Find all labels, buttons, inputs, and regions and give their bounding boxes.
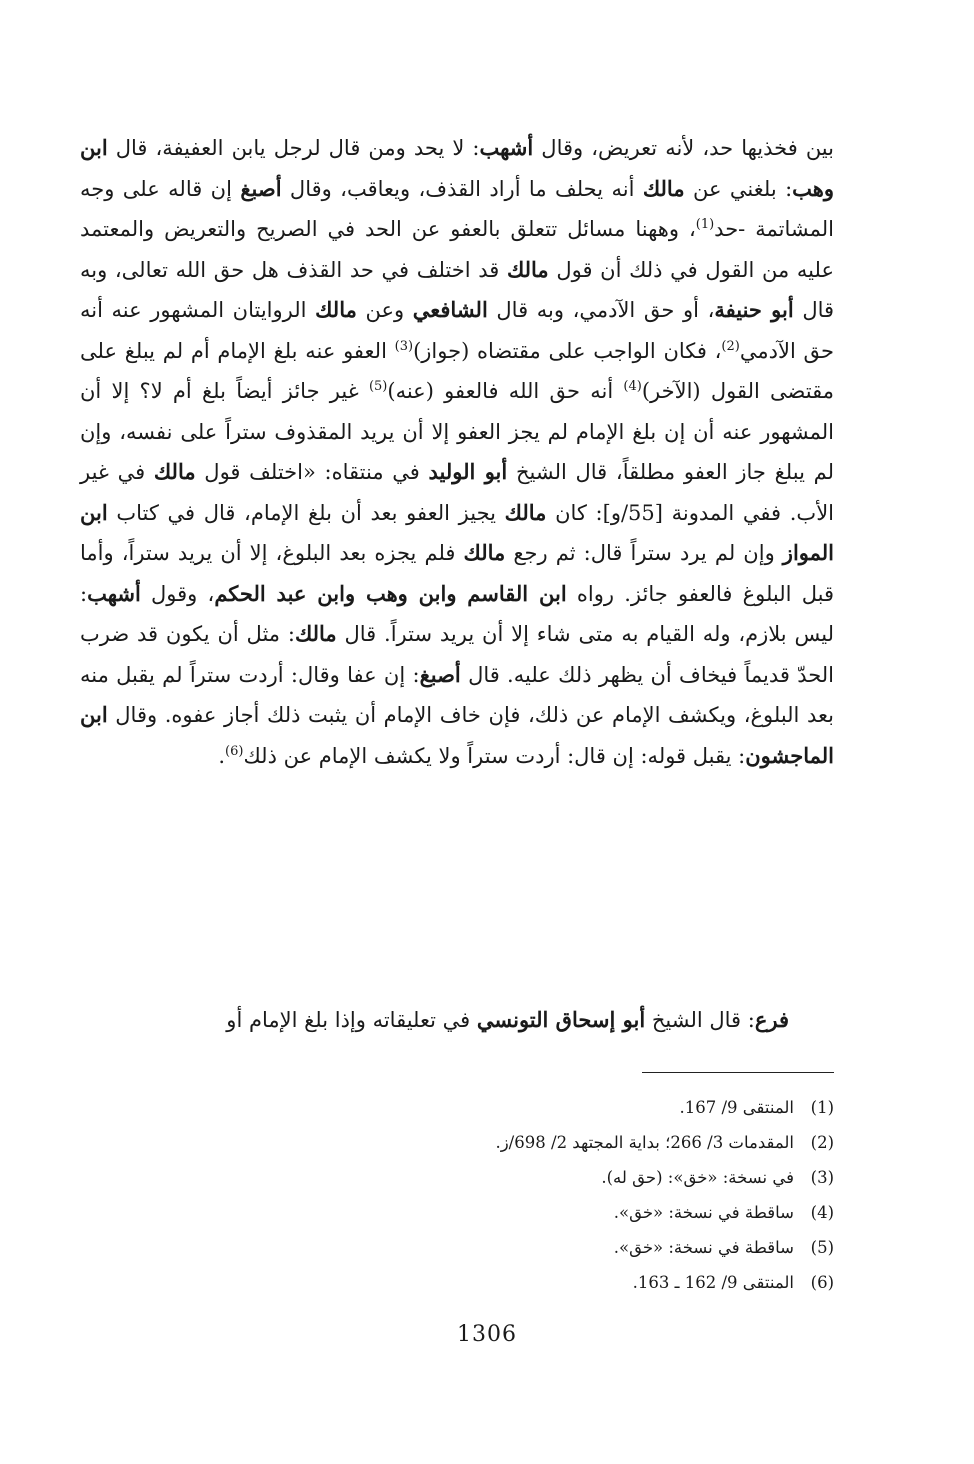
bold-name: ابن وهب [80,135,834,201]
footnote-number: (2) [810,1133,834,1152]
page-number: 1306 [457,1322,517,1347]
footnote-number: (5) [810,1238,834,1257]
bold-name: مالك [506,256,549,282]
footnote [114,1090,834,1125]
footnote-number: (3) [810,1168,834,1187]
text-run: قد اختلف في حد القذف هل حق الله تعالى، وبه قال [80,257,835,322]
text-run: : إن عفا وقال: أردت ستراً لم يقبل منه بعد البلوغ، ويكشف الإمام عن ذلك، فإن خاف الإمام أن يثبت ذلك أجاز عفوه. وقال [80,662,834,727]
bold-name: مالك [294,621,337,646]
footnote-text: ساقطة في نسخة: «خق». [613,1203,794,1222]
bold-name: أشهب [87,580,141,606]
bold-name: أصبغ [240,175,282,201]
text-run: : يقبل قوله: إن قال: أردت ستراً ولا يكشف الإمام عن ذلك [243,743,746,768]
bold-name: ابن الماجشون [80,702,834,768]
bold-name: مالك [315,297,357,322]
main-paragraph [80,128,834,776]
bold-name: الشافعي [412,297,488,322]
footnote-ref: (1) [695,217,715,232]
text-run: إن قاله على وجه المشاتمة -حد [80,176,834,241]
bold-name: مالك [642,175,685,201]
footnote [114,1125,834,1160]
text-run: غير جائز أيضاً بلغ أم لا؟ إلا أن المشهور عنه أن إن بلغ الإمام لم يجز العفو إلا أن يريد المقذوف ستراً على نفسه، وإن لم يبلغ جاز العفو مطلقاً، قال الشيخ [80,379,834,484]
text-run: ، وههنا مسائل تتعلق بالعفو عن الحد في الصريح والتعريض والمعتمد عليه من القول في ذلك أن قول [80,217,834,282]
footnote-text: المنتقى 9/ 162 ـ 163. [632,1273,794,1292]
text-run: : قال الشيخ [645,1008,755,1032]
bold-name: أبو الوليد [428,459,508,484]
bold-name: أبو إسحاق التونسي [476,1007,646,1032]
footnote-number: (1) [810,1098,834,1117]
footnote [114,1160,834,1195]
text-run: : مثل أن يكون قد ضرب الحدّ قديماً فيخاف أن يظهر ذلك عليه. قال [80,622,835,687]
text-run: بين فخذيها حد، لأنه تعريض، وقال [533,136,834,160]
branch-paragraph [80,1000,834,1040]
paragraph [80,128,834,776]
bold-name: مالك [153,459,196,484]
text-run: في غير الأب. ففي المدونة [55/و]: كان [80,460,835,525]
footnotes [114,1090,834,1300]
text-run: ، فكان الواجب على مقتضاه (جواز) [413,338,722,363]
footnote-separator [642,1072,834,1073]
footnote-number: (6) [810,1273,834,1292]
text-run: وعن [356,298,413,322]
text-run: في منتقاه: «اختلف قول [195,460,429,484]
footnote-text: ساقطة في نسخة: «خق». [613,1238,794,1257]
bold-name: مالك [504,499,547,525]
footnote [114,1195,834,1230]
text-run: : ليس بلازم، وله القيام به متى شاء إلا أن يريد ستراً. قال [80,581,834,646]
text-run: وإن لم يرد ستراً قال: ثم رجع [505,541,783,565]
footnote-ref: (4) [623,379,642,394]
text-run: . [218,743,226,768]
bold-name: ابن القاسم وابن وهب وابن عبد الحكم [214,580,567,606]
text-run: الروايتان المشهور عنه أنه حق الآدمي [80,298,834,363]
text-run: في تعليقاته وإذا بلغ الإمام أو [226,1008,477,1032]
text-run: أنه يحلف ما أراد القذف، ويعاقب، وقال [281,176,643,201]
bold-name: ابن المواز [80,499,834,565]
bold-name: أبو حنيفة [714,297,794,322]
footnote-number: (4) [810,1203,834,1222]
text-run: يجيز العفو بعد أن بلغ الإمام، قال في كتاب [107,500,505,525]
text-run: فلم يجزه بعد البلوغ، إلا أن يريد ستراً، وأما قبل البلوغ فالعفو جائز. رواه [80,541,835,606]
text-run: ، أو حق الآدمي، وبه قال [487,298,715,322]
footnote [114,1265,834,1300]
footnote-text: المنتقى 9/ 167. [679,1098,794,1117]
paragraph [80,1000,834,1040]
footnote-ref: (6) [225,743,244,759]
footnote-text: المقدمات 3/ 266؛ بداية المجتهد 2/ 698/ز. [495,1133,794,1152]
text-run: العفو عنه بلغ الإمام أم لم يبلغ على مقتضى القول (الآخر) [80,338,834,403]
text-run: ، وقول [140,581,215,606]
footnote-ref: (3) [394,338,414,354]
bold-name: أشهب [479,135,534,160]
bold-name: مالك [463,540,506,565]
footnote-ref: (5) [368,379,388,394]
footnote [114,1230,834,1265]
footnote-ref: (2) [721,338,740,354]
text-run: : لا يحد ومن قال لرجل يابن العفيفة، قال [107,136,480,160]
bold-name: أصبغ [419,661,461,687]
bold-name: فرع [754,1007,789,1032]
footnote-text: في نسخة: «خق»: (حق له). [601,1168,794,1187]
text-run: أنه حق الله فالعفو (عنه) [387,379,624,403]
text-run: : بلغني عن [684,176,793,201]
